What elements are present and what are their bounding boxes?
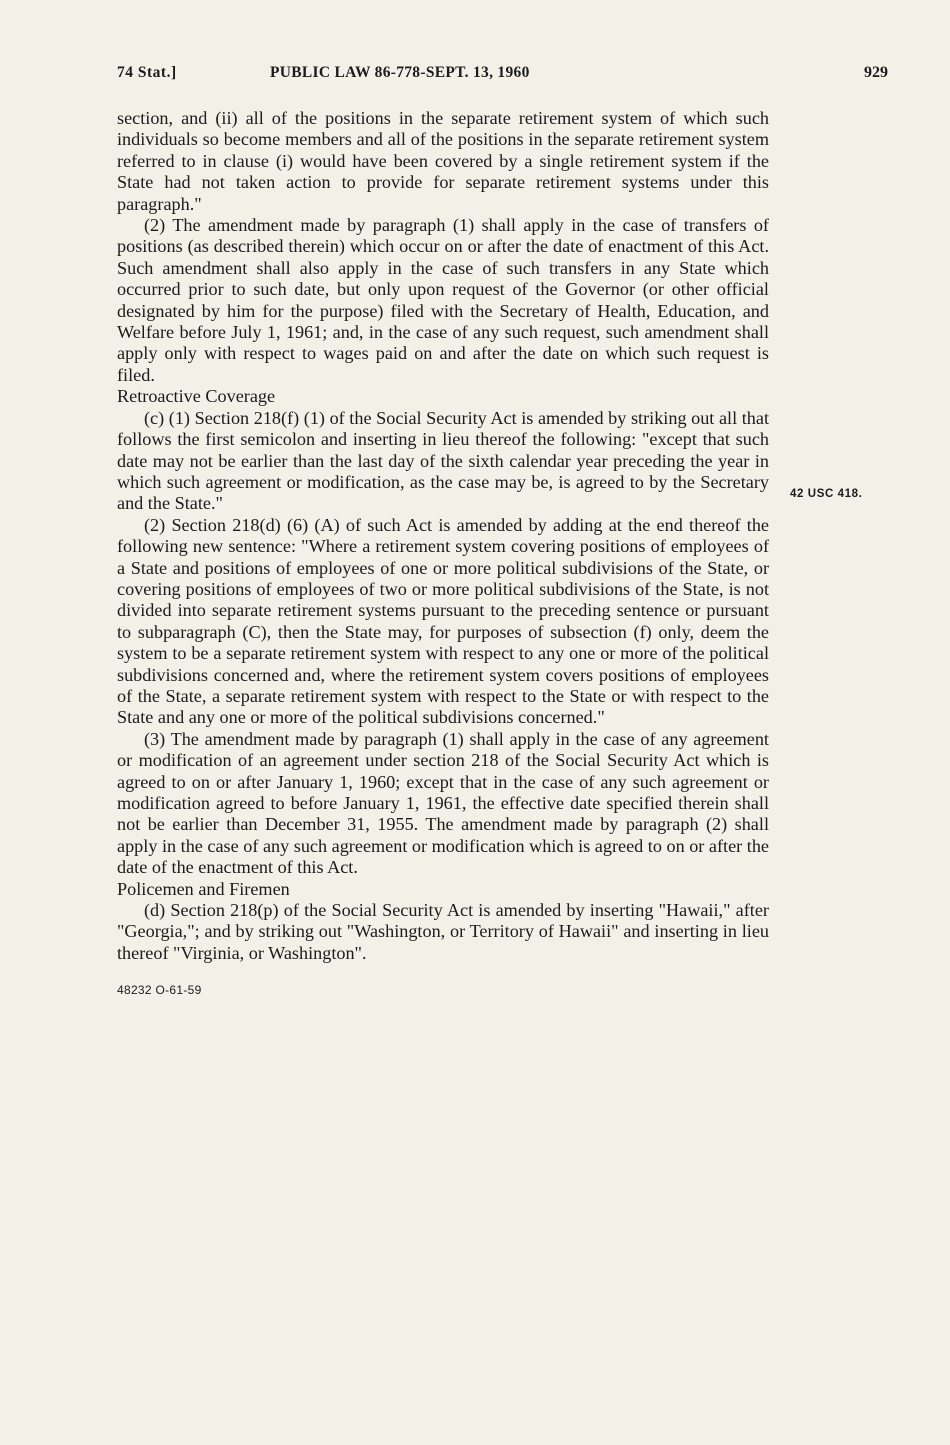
section-heading-retroactive-coverage: Retroactive Coverage: [117, 386, 276, 407]
paragraph-d: (d) Section 218(p) of the Social Security Act is amended by inserting "Hawaii," after "Georgia,"; and by striking out "Washington, or Territory of Hawaii" and inserting in lieu thereof "Virginia, or Washington".: [117, 900, 769, 963]
page-body: [117, 108, 769, 1002]
section-heading-policemen-firemen: Policemen and Firemen: [117, 878, 290, 899]
paragraph-c3: (3) The amendment made by paragraph (1) shall apply in the case of any agreement or modification of an agreement under section 218 of the Social Security Act which is agreed to on or after January 1, 1960; except that in the case of any such agreement or modification agreed to before January 1, 1961, the effective date specified therein shall not be earlier than December 31, 1955. The amendment made by paragraph (2) shall apply in the case of any such agreement or modification which is agreed to on or after the date of the enactment of this Act.: [117, 728, 769, 878]
page-header: [117, 64, 890, 88]
running-title: PUBLIC LAW 86-778-SEPT. 13, 1960: [270, 64, 530, 81]
paragraph-c1: (c) (1) Section 218(f) (1) of the Social Security Act is amended by striking out all that follows the first semicolon and inserting in lieu thereof the following: "except that such date may not be earlier than the last day of the sixth calendar year preceding the year in which such agreement or modification, as the case may be, is agreed to by the Secretary and the State.": [117, 407, 769, 514]
margin-citation: 42 USC 418.: [790, 488, 863, 500]
statute-reference: 74 Stat.]: [117, 64, 177, 81]
paragraph-c2: (2) Section 218(d) (6) (A) of such Act is amended by adding at the end thereof the following new sentence: "Where a retirement system covering positions of employees of a State and positions of employees of one or more political subdivisions of the State, or covering positions of employees of two or more political subdivisions of the State, is not divided into separate retirement systems pursuant to the preceding sentence or pursuant to subparagraph (C), then the State may, for purposes of subsection (f) only, deem the system to be a separate retirement system with respect to any one or more of the political subdivisions concerned and, where the retirement system covers positions of employees of the State, a separate retirement system with respect to the State or with respect to the State and any one or more of the political subdivisions concerned.": [117, 514, 769, 728]
paragraph-transfer-amendment: (2) The amendment made by paragraph (1) shall apply in the case of transfers of positions (as described therein) which occur on or after the date of enactment of this Act. Such amendment shall also apply in the case of such transfers in any State which occurred prior to such date, but only upon request of the Governor (or other official designated by him for the purpose) filed with the Secretary of Health, Education, and Welfare before July 1, 1961; and, in the case of any such request, such amendment shall apply only with respect to wages paid on and after the date on which such request is filed.: [117, 215, 769, 385]
print-code: 48232 O-61-59: [117, 983, 202, 998]
page-number: 929: [864, 64, 888, 81]
paragraph-continuation: section, and (ii) all of the positions in the separate retirement system of which such individuals so become members and all of the positions in the separate retirement system referred to in clause (i) would have been covered by a single retirement system if the State had not taken action to provide for separate retirement systems under this paragraph.": [117, 108, 769, 214]
